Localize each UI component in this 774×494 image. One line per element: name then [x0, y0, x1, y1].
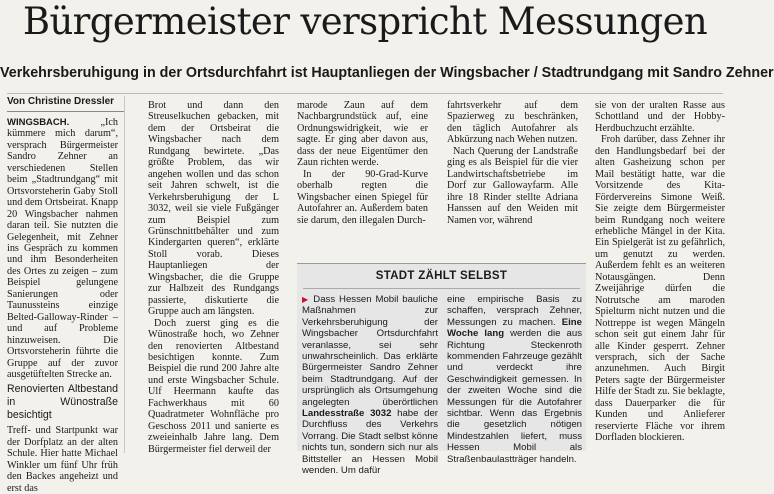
paragraph: Treff- und Startpunkt war der Dorfplatz an der alten Schule. Hier hatte Michael Winkler um fünf Uhr früh den Backes angeheizt und erst das: [7, 425, 118, 494]
paragraph-text: „Ich kümmere mich darum“, versprach Bürgermeister Sandro Zehner an verschiedenen Stellen beim „Stadtrundgang“ mit Ortsvorsteherin Gaby Stoll und dem Ortsbeirat. Knapp 20 Wingsbacher nahmen daran teil. Sie nutzten die Gelegenheit, mit Zehner ins Gespräch zu kommen und ihm Besonderheiten des Ortes zu zeigen – zum Beispiel gelungene Sanierungen oder Taunussteins einzige Belted-Galloway-Rinder – und auf Probleme hinzuweisen. Die Ortsvorsteherin führte die Gruppe auf der zuvor ausgetüftelten Strecke an.: [7, 117, 118, 380]
info-box: [297, 263, 586, 477]
article-column-5: [595, 100, 725, 453]
paragraph: fahrtsverkehr auf dem Spazierweg zu beschränken, den täglich Autofahrer als Abkürzung nach Wehen nutzen.: [447, 100, 578, 146]
article-column-1: [7, 117, 118, 494]
byline-underline: [7, 111, 125, 112]
dateline: WINGSBACH.: [7, 117, 70, 128]
info-box-text: eine empirische Basis zu schaffen, versprach Zehner, Messungen zu machen.: [447, 294, 582, 328]
paragraph: Doch zuerst ging es die Wünostraße hoch, wo Zehner den renovierten Altbestand besichtigen konnte. Zum Beispiel die rund 200 Jahre alte und erste Wingsbacher Schule. Ulf Heermann kaufte das Fachwerkhaus mit 60 Quadratmeter Wohnfläche pro Geschoss 2011 und sanierte es zweieinhalb Jahre lang. Dem Bürgermeister fiel derweil der: [148, 317, 279, 455]
paragraph: Nach Querung der Landstraße ging es als Beispiel für die vier Landwirtschaftsbetriebe im Dorf zur Gallowayfarm. Alle ihre 18 Rinder stellte Adriana Hanssen auf den Weiden mit Namen vor, während: [447, 145, 578, 226]
info-box-text: Dass Hessen Mobil bauliche Maßnahmen zur Verkehrsberuhigung der Wingsbacher Ortsdurchfahrt veranlasse, sei sehr unwahrscheinlich. Das erklärte Bürgermeister Sandro Zehner beim Stadtrundgang. Auf der ursprünglich als Ortsumgehung angelegten überörtlichen: [302, 294, 439, 408]
paragraph: Brot und dann den Streuselkuchen gebacken, mit dem der Ortsbeirat die Wingsbacher nach dem Rundgang bewirtete. „Das größte Problem, das wir angehen wollen und das schon seit Jahren schwelt, ist die Verkehrsberuhigung der L 3032, weil sie viele Fußgänger zum Beispiel zum Grünschnittbehälter und zum Kindergarten queren“, erklärte Stoll vorab. Dieses Hauptanliegen der Wingsbacher, die die Gruppe zur Halbzeit des Rundgangs passierte, diskutierte die Gruppe auch am längsten.: [148, 100, 279, 318]
info-box-column-2: [447, 294, 582, 465]
paragraph: Froh darüber, dass Zehner ihr den Handlungsbedarf bei der alten Gasheizung schon per Mail bestätigt hatte, war die Vorsitzende des Kita-Fördervereins Simone Weiß. Sie zeigte dem Bürgermeister beim Rundgang noch weitere erhebliche Mängel in der Kita. Ein Spielgerät ist zu gefährlich, um genutzt zu werden. Außerdem fehlt es an weiteren Notausgängen. Denn Zweijährige dürfen die Notrutsche am maroden Spielturm nicht nutzen und die Nottreppe ist wegen Mängeln schon seit gut einem Jahr für alle Kinder gesperrt. Zehner versprach, sich der Sache anzunehmen. Auch Birgit Peters sagte der Bürgermeister Hilfe der Stadt zu. Sie beklagte, dass Dauerparker die für Kunden und Anlieferer reservierte Fläche vor ihrem Dorfladen blockieren.: [595, 134, 725, 444]
info-box-column-1: [302, 294, 439, 477]
paragraph: In der 90-Grad-Kurve oberhalb regten die Wingsbacher einen Spiegel für Autofahrer an. Außerdem baten sie darum, den illegalen Durch-: [297, 168, 428, 226]
paragraph: [7, 117, 118, 380]
subheadline: Verkehrsberuhigung in der Ortsdurchfahrt ist Hauptanliegen der Wingsbacher / Stadtrundgang mit Sandro Zehner: [0, 65, 774, 81]
divider: [7, 93, 723, 94]
article-column-2: [148, 100, 279, 453]
info-box-title: STADT ZÄHLT SELBST: [375, 270, 508, 282]
info-box-emphasis: Eine Woche lang: [447, 316, 582, 340]
info-box-text: habe der Durchfluss des Verkehrs Vorrang. Die Stadt selbst könne nichts tun, sondern sich nur als Bittsteller an Hessen Mobil wenden. Um dafür: [302, 408, 439, 477]
info-box-emphasis: Landesstraße 3032: [302, 408, 392, 420]
paragraph: sie von der uralten Rasse aus Schottland und der Hobby-Herdbuchzucht erzählte.: [595, 100, 725, 134]
intertitle: Renovierten Altbestand in Wünostraße besichtigt: [7, 383, 118, 422]
info-box-divider: [303, 288, 580, 289]
byline: Von Christine Dressler: [7, 96, 115, 107]
headline: Bürgermeister verspricht Messungen: [22, 0, 708, 43]
article-column-3: [297, 100, 428, 258]
article-column-4: [447, 100, 578, 258]
info-box-text: werden die aus Richtung Steckenroth kommenden Fahrzeuge gezählt und verdeckt ihre Geschwindigkeit gemessen. In der zweiten Woche sind die Messungen für die Autofahrer sichtbar. Wenn das Ergebnis die gesetzlich nötigen Mindestzahlen liefert, muss Hessen Mobil als Straßenbaulastträger handeln.: [447, 328, 582, 465]
bullet-icon: ▶: [302, 295, 310, 304]
paragraph: marode Zaun auf dem Nachbargrundstück auf, eine Ordnungswidrigkeit, wie er sagte. Er ging aber davon aus, dass der neue Eigentümer den Zaun richten werde.: [297, 100, 428, 169]
column-divider: [124, 96, 125, 453]
